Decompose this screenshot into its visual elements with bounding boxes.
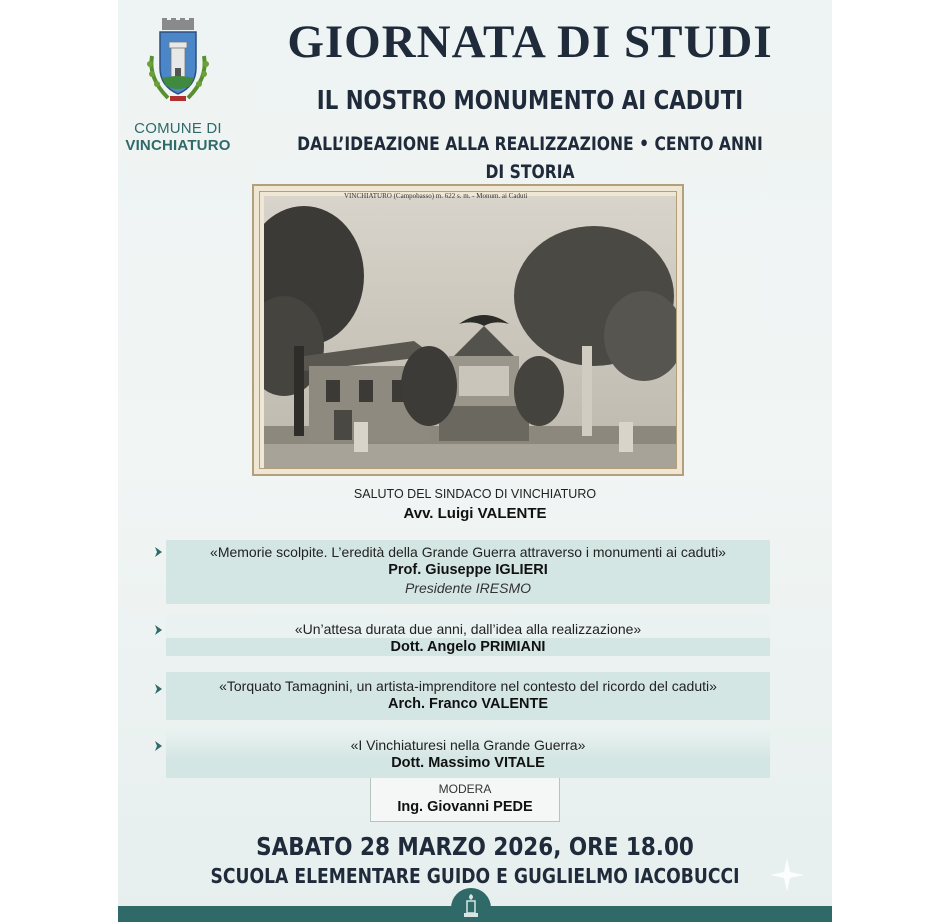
moderator-name: Ing. Giovanni PEDE (397, 799, 533, 815)
comune-label-line1: COMUNE DI (134, 120, 222, 137)
talk-item-4 (166, 730, 770, 778)
talk-title: «Memorie scolpite. L’eredità della Grande Guerra attraverso i monumenti ai caduti» (210, 544, 726, 560)
comune-label-line2: VINCHIATURO (125, 137, 231, 154)
talk-title: «Un’attesa durata due anni, dall’idea alla realizzazione» (166, 614, 770, 638)
monument-icon (462, 893, 480, 919)
talk-speaker: Dott. Angelo PRIMIANI (166, 638, 770, 656)
talk-speaker: Prof. Giuseppe IGLIERI (388, 562, 548, 578)
photo-caption: VINCHIATURO (Campobasso) m. 622 s. m. - Monum. ai Caduti (344, 192, 528, 200)
page-title: GIORNATA DI STUDI (287, 16, 773, 68)
saluto-speaker: Avv. Luigi VALENTE (403, 505, 547, 522)
comune-label (122, 120, 234, 154)
talk-title: «I Vinchiaturesi nella Grande Guerra» (350, 737, 586, 753)
chevron-right-icon (154, 546, 164, 558)
footer-emblem (451, 888, 491, 922)
page-subtitle: IL NOSTRO MONUMENTO AI CADUTI (316, 86, 744, 116)
talk-title: «Torquato Tamagnini, un artista-imprenditore nel contesto del ricordo del caduti» (219, 678, 717, 694)
talk-item-2 (166, 614, 770, 662)
moderator-box (370, 778, 560, 822)
monument-photo-image (264, 196, 676, 468)
talk-item-3 (166, 672, 770, 720)
coat-of-arms-icon (138, 16, 218, 108)
chevron-right-icon (154, 624, 164, 636)
talk-speaker: Arch. Franco VALENTE (387, 696, 549, 712)
sparkle-icon (770, 858, 804, 892)
event-venue: SCUOLA ELEMENTARE GUIDO E GUGLIELMO IACOBUCCI (210, 864, 740, 888)
event-poster (118, 0, 832, 922)
talk-speaker-role: Presidente IRESMO (404, 580, 532, 596)
event-date: SABATO 28 MARZO 2026, ORE 18.00 (256, 832, 694, 861)
vintage-photo (252, 184, 684, 476)
chevron-right-icon (154, 683, 164, 695)
talk-item-1 (166, 540, 770, 604)
saluto-label: SALUTO DEL SINDACO DI VINCHIATURO (353, 487, 597, 501)
talk-speaker: Dott. Massimo VITALE (391, 755, 545, 771)
page-tagline: DALL’IDEAZIONE ALLA REALIZZAZIONE • CENTO ANNI DI STORIA (297, 133, 763, 183)
chevron-right-icon (154, 740, 164, 752)
moderator-label: MODERA (438, 782, 492, 796)
